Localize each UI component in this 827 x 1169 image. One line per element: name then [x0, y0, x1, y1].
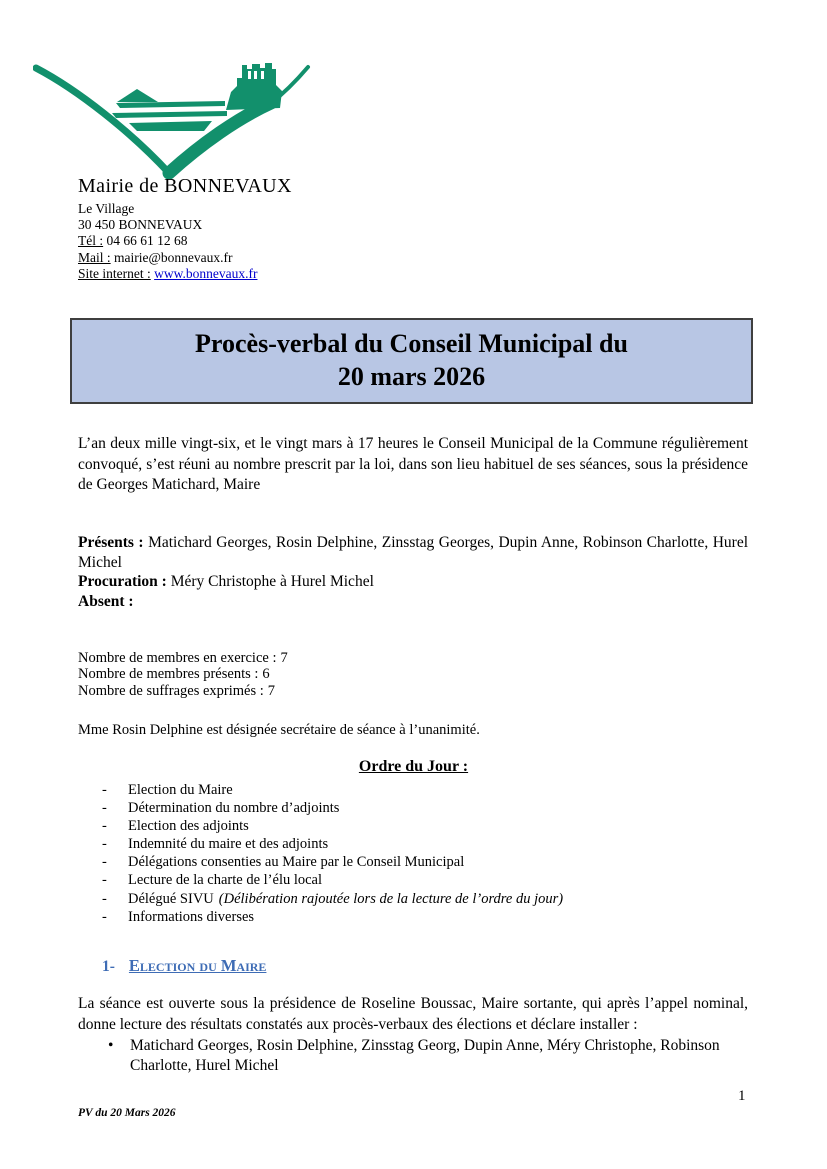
section-1-heading [102, 956, 266, 976]
site-label: Site internet : [78, 265, 151, 281]
agenda-heading: Ordre du Jour : [358, 758, 469, 775]
secretary-line: Mme Rosin Delphine est désignée secrétaire de séance à l’unanimité. [78, 722, 480, 738]
agenda-item: - Délégué SIVU (Délibération rajoutée lors de la lecture de l’ordre du jour) [78, 890, 748, 908]
mail-label: Mail : [78, 249, 111, 265]
count-exercice: Nombre de membres en exercice : 7 [78, 650, 288, 666]
agenda-item: - Délégations consenties au Maire par le Conseil Municipal [78, 853, 748, 871]
title-line-2: 20 mars 2026 [337, 362, 486, 391]
intro-paragraph: L’an deux mille vingt-six, et le vingt mars à 17 heures le Conseil Municipal de la Commune régulièrement convoqué, s’est réuni au nombre prescrit par la loi, dans son lieu habituel de ses séances, sous la présidence de Georges Matichard, Maire [78, 435, 748, 494]
member-counts-block [78, 650, 288, 699]
installed-members-item: • Matichard Georges, Rosin Delphine, Zinsstag Georg, Dupin Anne, Méry Christophe, Robinson Charlotte, Hurel Michel [78, 1036, 734, 1075]
title-box [70, 318, 753, 404]
section-1-paragraph: La séance est ouverte sous la présidence de Roseline Boussac, Maire sortante, qui après l’appel nominal, donne lecture des résultats constatés aux procès-verbaux des élections et déclare installer : [78, 995, 748, 1033]
procuration-value: Méry Christophe à Hurel Michel [170, 573, 374, 591]
org-name: Mairie de BONNEVAUX [78, 175, 292, 197]
presents-line [78, 533, 748, 572]
procuration-line [78, 572, 748, 592]
agenda-item: - Indemnité du maire et des adjoints [78, 835, 748, 853]
agenda-item: - Détermination du nombre d’adjoints [78, 799, 748, 817]
mail-value: mairie@bonnevaux.fr [114, 249, 233, 265]
phone-label: Tél : [78, 233, 104, 249]
agenda-item: - Election des adjoints [78, 817, 748, 835]
agenda-item-note: (Délibération rajoutée lors de la lecture de l’ordre du jour) [218, 890, 564, 907]
contact-block [78, 201, 257, 282]
mairie-logo-valley-castle-icon [33, 58, 311, 180]
phone-line [78, 233, 257, 249]
address-line-1: Le Village [78, 201, 135, 216]
website-link[interactable]: www.bonnevaux.fr [154, 265, 258, 281]
agenda-list [78, 781, 748, 926]
address-line-2: 30 450 BONNEVAUX [78, 217, 203, 233]
agenda-item: - Election du Maire [78, 781, 748, 799]
site-line [78, 266, 257, 282]
section-title: Election du Maire [128, 956, 267, 975]
absent-label: Absent : [78, 592, 134, 610]
count-suffrages-value: 7 [267, 682, 276, 699]
mail-line [78, 250, 257, 266]
agenda-item: - Informations diverses [78, 908, 748, 926]
page-number: 1 [738, 1088, 746, 1104]
count-exercice-value: 7 [280, 650, 288, 666]
count-presents: Nombre de membres présents : 6 [78, 666, 270, 683]
installed-members-list [78, 1036, 734, 1075]
count-suffrages: Nombre de suffrages exprimés : 7 [78, 682, 276, 699]
count-presents-value: 6 [262, 666, 270, 683]
attendance-block [78, 533, 748, 611]
presents-value: Matichard Georges, Rosin Delphine, Zinsstag Georges, Dupin Anne, Robinson Charlotte, Hurel Michel [78, 534, 749, 571]
presents-label: Présents : [78, 534, 144, 551]
footer-document-ref: PV du 20 Mars 2026 [78, 1107, 176, 1119]
section-number: 1- [102, 958, 115, 975]
title-line-1: Procès-verbal du Conseil Municipal du [195, 329, 628, 358]
procuration-label: Procuration : [78, 573, 167, 591]
agenda-item: - Lecture de la charte de l’élu local [78, 871, 748, 889]
absent-line [78, 592, 748, 612]
phone-value: 04 66 61 12 68 [106, 233, 188, 249]
